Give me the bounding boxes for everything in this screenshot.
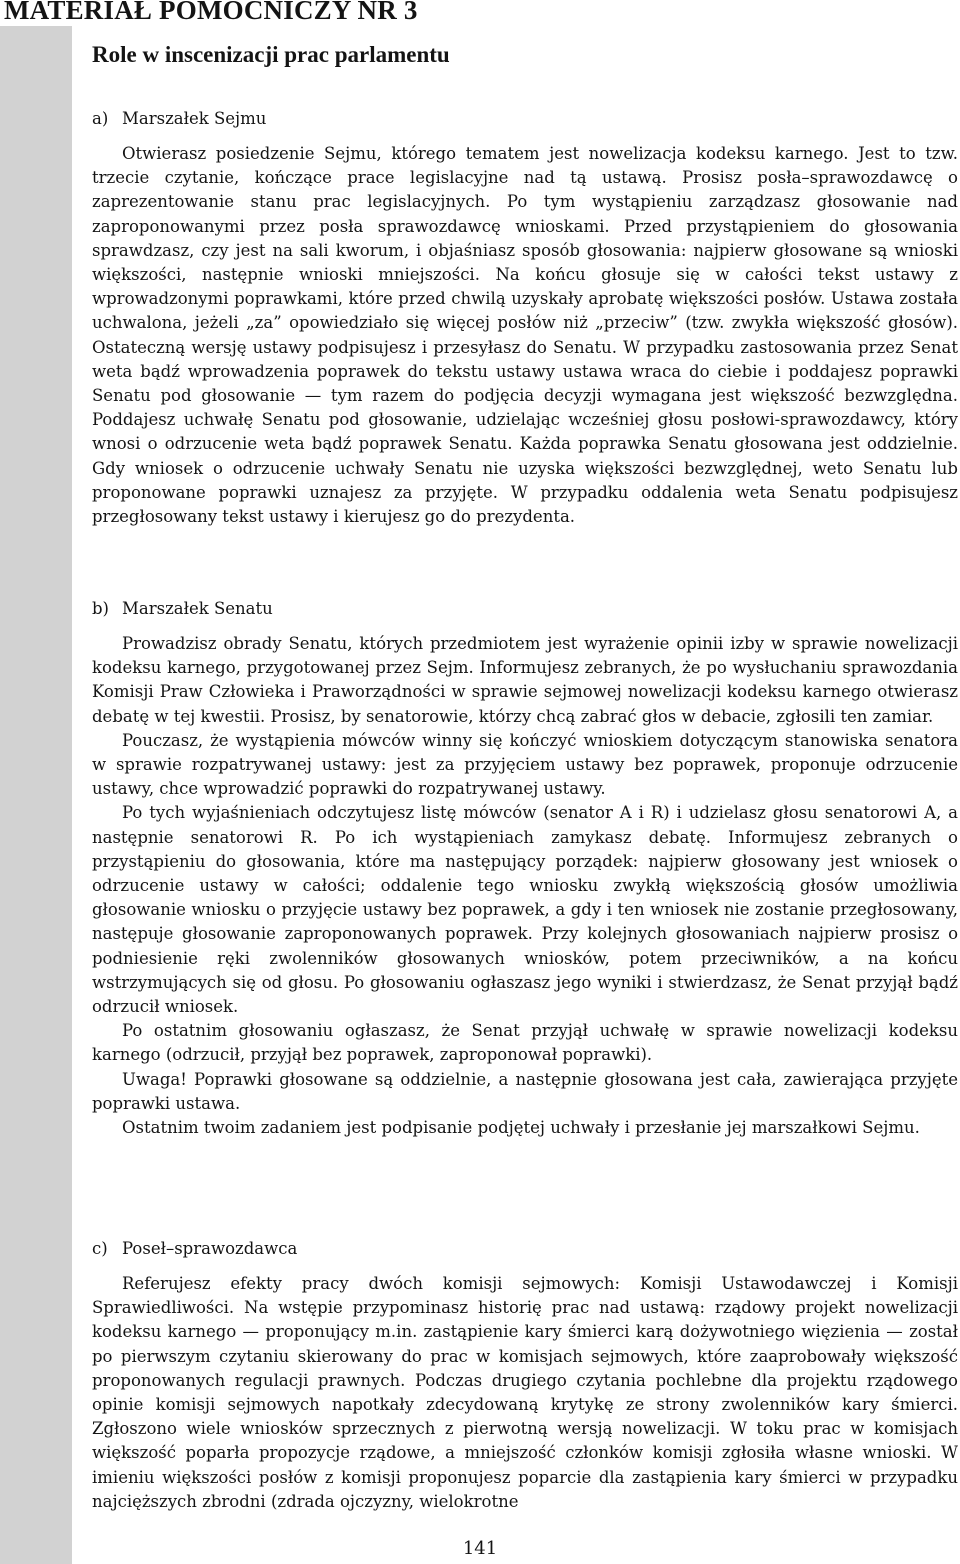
paragraph: Referujesz efekty pracy dwóch komisji sejmowych: Komisji Ustawodawczej i Komisji Sprawiedliwości. Na wstępie przypominasz historię prac nad ustawą: rządowy projekt nowelizacji kodeksu karnego — proponujący m.in. zastąpienie kary śmierci karą dożywotniego więzienia — został po pierwszym czytaniu skierowany do prac w komisjach sejmowych, które zaaprobowały większość proponowanych regulacji prawnych. Podczas drugiego czytania pochlebne dla projektu rządowego opinie komisji sejmowych napotkały zdecydowaną krytykę ze strony zwolenników kary śmierci. Zgłoszono wiele wniosków sprzecznych z pierwotną wersją nowelizacji. W toku prac w komisjach większość poparła propozycje rządowe, a mniejszość członków komisji zgłosiła własne wnioski. W imieniu większości posłów z komisji proponujesz poparcie dla zastąpienia kary śmierci w przypadku najcięższych zbrodni (zdrada ojczyzny, wielokrotne: [92, 1274, 958, 1511]
paragraph: Po ostatnim głosowaniu ogłaszasz, że Senat przyjął uchwałę w sprawie nowelizacji kodeksu karnego (odrzucił, przyjął bez poprawek, zaproponował poprawki).: [92, 1021, 958, 1065]
document-subtitle: Role w inscenizacji prac parlamentu: [92, 42, 450, 67]
paragraph: Uwaga! Poprawki głosowane są oddzielnie, a następnie głosowana jest cała, zawierająca przyjęte poprawki ustawa.: [92, 1069, 958, 1113]
section-title: Poseł–sprawozdawca: [122, 1239, 298, 1258]
section-body: [92, 632, 958, 1140]
section-marszalek-sejmu: [92, 106, 958, 529]
section-label: b): [92, 599, 109, 618]
section-posel-sprawozdawca: [92, 1236, 958, 1514]
paragraph: Prowadzisz obrady Senatu, których przedmiotem jest wyrażenie opinii izby w sprawie nowelizacji kodeksu karnego, przygotowanej przez Sejm. Informujesz zebranych, że po wysłuchaniu sprawozdania Komisji Praw Człowieka i Praworządności w sprawie sejmowej nowelizacji kodeksu karnego otwierasz debatę w tej kwestii. Prosisz, by senatorowie, którzy chcą zabrać głos w debacie, zgłosili ten zamiar.: [92, 634, 958, 726]
page-number: 141: [462, 1538, 498, 1559]
section-title: Marszałek Senatu: [122, 599, 273, 618]
paragraph: Pouczasz, że wystąpienia mówców winny się kończyć wnioskiem dotyczącym stanowiska senatora w sprawie rozpatrywanej ustawy: jest za przyjęciem ustawy bez poprawek, proponuje odrzucenie ustawy, chce wprowadzić poprawki do rozpatrywanej ustawy.: [92, 730, 958, 799]
section-title: Marszałek Sejmu: [122, 109, 267, 128]
paragraph: Po tych wyjaśnieniach odczytujesz listę mówców (senator A i R) i udzielasz głosu senatorowi A, a następnie senatorowi R. Po ich wystąpieniach zamykasz debatę. Informujesz zebranych o przystąpieniu do głosowania, które ma następujący porządek: najpierw głosowany jest wniosek o odrzucenie ustawy w całości; oddalenie tego wniosku zwykłą większością głosów umożliwia głosowanie wniosku o przyjęcie ustawy bez poprawek, a gdy i ten wniosek nie zostanie przegłosowany, następuje głosowanie zaproponowanych poprawek. Przy kolejnych głosowaniach najpierw prosisz o podniesienie ręki zwolenników głosowanych wniosków, potem przeciwników, a na końcu wstrzymujących się od głosu. Po głosowaniu ogłaszasz jego wyniki i stwierdzasz, że Senat przyjął bądź odrzucił wniosek.: [92, 803, 958, 1017]
section-body: [92, 1272, 958, 1514]
section-marszalek-senatu: [92, 596, 958, 1140]
section-label: c): [92, 1239, 108, 1258]
section-label: a): [92, 109, 109, 128]
margin-sidebar: [0, 26, 72, 1564]
header-title: MATERIAŁ POMOCNICZY NR 3: [4, 0, 418, 25]
paragraph: Ostatnim twoim zadaniem jest podpisanie podjętej uchwały i przesłanie jej marszałkowi Sejmu.: [122, 1118, 920, 1138]
section-body: [92, 142, 958, 529]
paragraph: Otwierasz posiedzenie Sejmu, którego tematem jest nowelizacja kodeksu karnego. Jest to tzw. trzecie czytanie, kończące prace legislacyjne nad tą ustawą. Prosisz posła–sprawozdawcę o zaprezentowanie stanu prac legislacyjnych. Po tym wystąpieniu zarządzasz głosowanie nad zaproponowanymi przez posła sprawozdawcę wnioskami. Przed przystąpieniem do głosowania sprawdzasz, czy jest na sali kworum, i objaśniasz sposób głosowania: najpierw głosowane są wnioski większości, następnie wnioski mniejszości. Na końcu głosuje się w całości tekst ustawy z wprowadzonymi poprawkami, które przed chwilą uzyskały aprobatę większości posłów. Ustawa została uchwalona, jeżeli „za” opowiedziało się więcej posłów niż „przeciw” (tzw. zwykła większość głosów). Ostateczną wersję ustawy podpisujesz i przesyłasz do Senatu. W przypadku zastosowania przez Senat weta bądź wprowadzenia poprawek do tekstu ustawy ustawa wraca do ciebie i poddajesz poprawki Senatu pod głosowanie — tym razem do podjęcia decyzji wymagana jest większość bezwzględna. Poddajesz uchwałę Senatu pod głosowanie, udzielając wcześniej głosu posłowi-sprawozdawcy, który wnosi o odrzucenie weta bądź poprawek Senatu. Każda poprawka Senatu głosowana jest oddzielnie. Gdy wniosek o odrzucenie uchwały Senatu nie uzyska większości bezwzględnej, weto Senatu lub proponowane poprawki uznajesz za przyjęte. W przypadku oddalenia weta Senatu podpisujesz przegłosowany tekst ustawy i kierujesz go do prezydenta.: [92, 144, 958, 527]
section-heading: [92, 106, 958, 132]
section-heading: [92, 1236, 958, 1262]
section-heading: [92, 596, 958, 622]
